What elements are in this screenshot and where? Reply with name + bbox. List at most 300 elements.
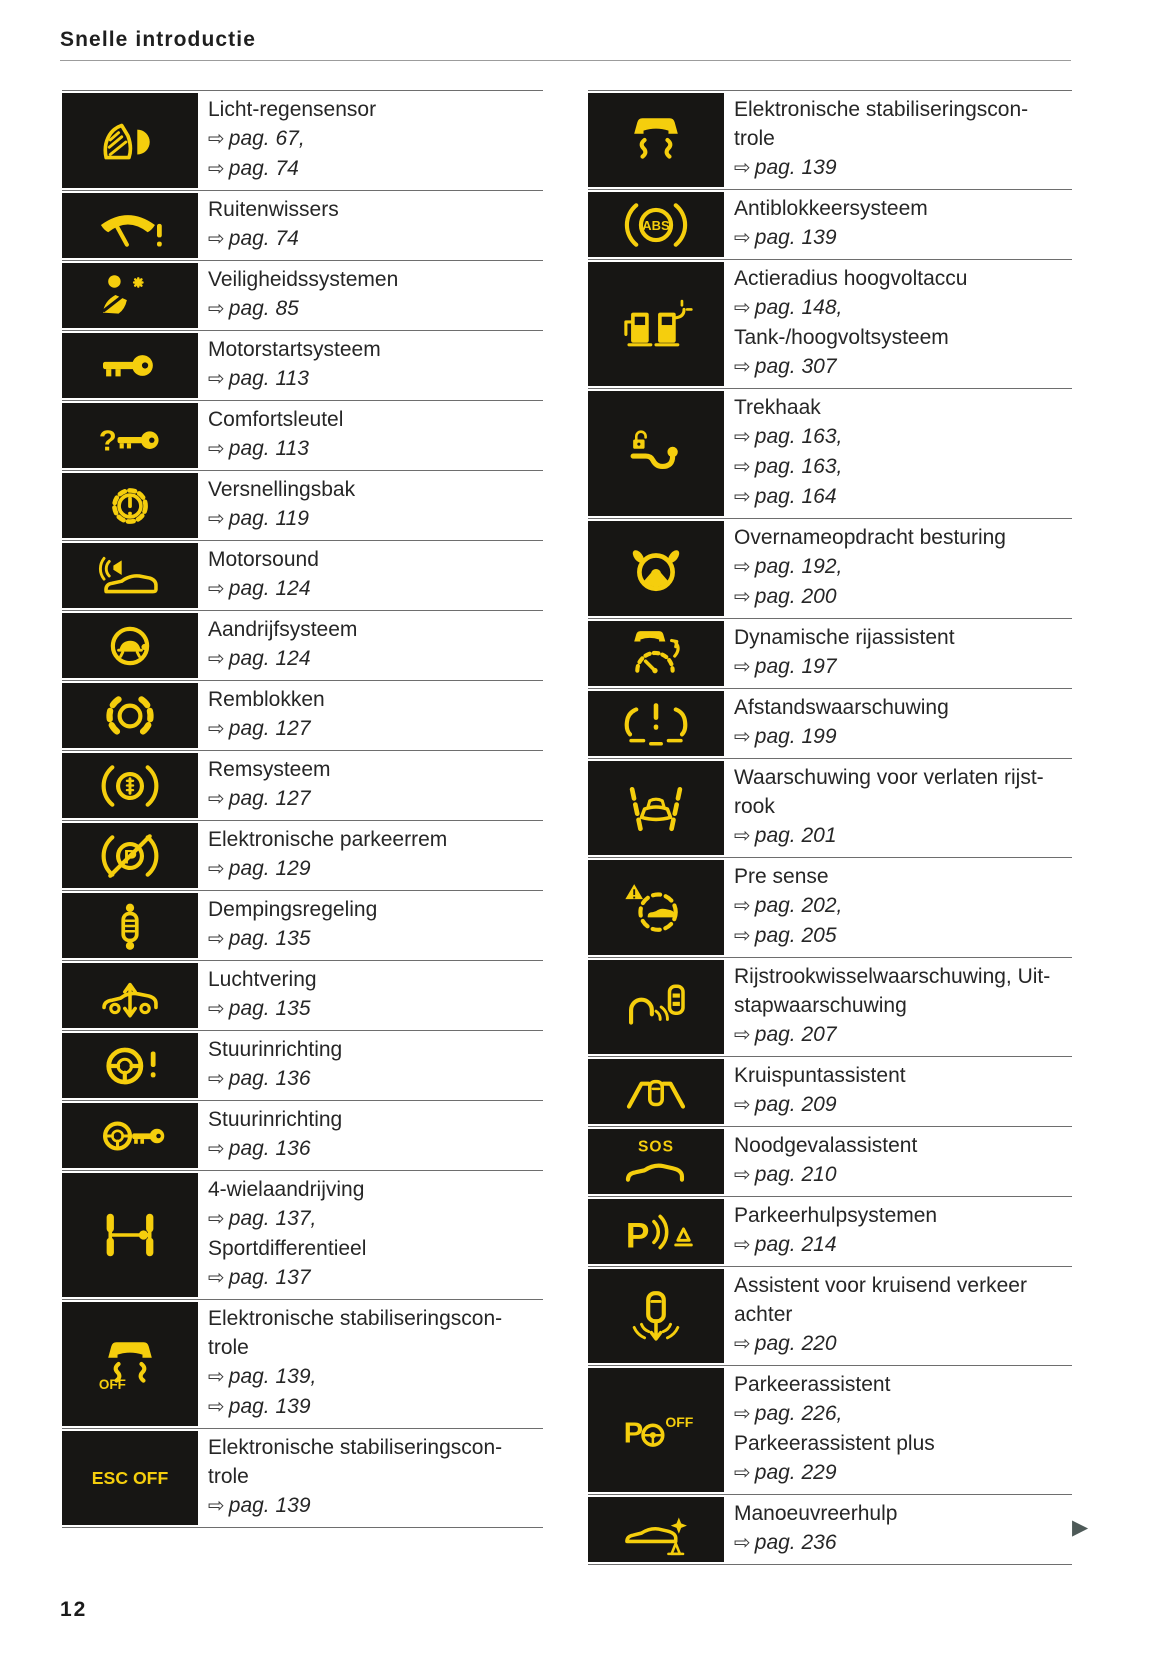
page-reference-text: pag. 192, — [754, 555, 843, 578]
arrow-right-icon: ⇨ — [734, 1094, 751, 1116]
page-reference-text: pag. 139 — [228, 1395, 311, 1418]
motorsound-icon — [92, 549, 168, 603]
table-row — [62, 541, 543, 611]
warning-light-cell — [62, 613, 198, 678]
page-title: Snelle introductie — [60, 28, 256, 51]
feature-title: Ruitenwissers — [208, 198, 339, 221]
feature-title: Motorstartsysteem — [208, 338, 381, 361]
page-reference-text: pag. 200 — [754, 585, 837, 608]
page-reference-text: pag. 207 — [754, 1023, 837, 1046]
description-cell — [198, 401, 543, 470]
page-reference-text: pag. 113 — [228, 367, 309, 390]
four-wheel-drive-icon — [92, 1208, 168, 1262]
warning-lights-table-right — [588, 90, 1072, 1565]
warning-light-cell — [62, 823, 198, 888]
page-reference-text: pag. 307 — [754, 355, 837, 378]
feature-title: Motorsound — [208, 548, 319, 571]
page-reference-text: pag. 136 — [228, 1067, 311, 1090]
warning-light-cell — [62, 403, 198, 468]
page-reference[interactable] — [208, 784, 543, 814]
feature-title: Aandrijfsysteem — [208, 618, 358, 641]
safety-systems-icon — [92, 269, 168, 323]
page-reference[interactable] — [208, 1134, 543, 1164]
description-cell — [198, 331, 543, 400]
page-reference[interactable] — [208, 504, 543, 534]
arrow-right-icon: ⇨ — [208, 508, 225, 530]
arrow-right-icon: ⇨ — [734, 1024, 751, 1046]
table-row — [588, 689, 1072, 759]
page-reference[interactable] — [734, 1090, 1072, 1120]
description-cell — [198, 261, 543, 330]
icon-label: OFF — [665, 1413, 694, 1430]
page-reference[interactable] — [208, 124, 543, 154]
arrow-right-icon: ⇨ — [208, 1068, 225, 1090]
warning-light-cell — [588, 621, 724, 686]
arrow-right-icon: ⇨ — [208, 928, 225, 950]
rear-cross-traffic-icon — [618, 1289, 694, 1343]
list-continues-marker: ▶ — [1072, 1516, 1089, 1539]
parking-assist-off-icon — [618, 1403, 694, 1457]
warning-light-cell — [62, 753, 198, 818]
page-reference[interactable] — [734, 352, 1072, 382]
feature-title: Licht-regensensor — [208, 98, 377, 121]
page-reference-text: pag. 127 — [228, 717, 311, 740]
table-row — [588, 958, 1072, 1057]
feature-title: Sportdifferentieel — [208, 1237, 367, 1260]
feature-title: achter — [734, 1303, 793, 1326]
table-row — [588, 1495, 1072, 1565]
feature-title: Remblokken — [208, 688, 325, 711]
arrow-right-icon: ⇨ — [734, 157, 751, 179]
warning-light-cell — [588, 1129, 724, 1194]
page-reference[interactable] — [734, 821, 1072, 851]
brake-system-icon — [92, 759, 168, 813]
page-reference[interactable] — [208, 714, 543, 744]
arrow-right-icon: ⇨ — [734, 925, 751, 947]
warning-light-cell — [62, 1033, 198, 1098]
warning-light-cell — [588, 93, 724, 187]
description-cell — [724, 759, 1072, 857]
icon-label: ESC OFF — [92, 1468, 168, 1489]
page-reference[interactable] — [734, 223, 1072, 253]
arrow-right-icon: ⇨ — [208, 1267, 225, 1289]
description-cell — [724, 190, 1072, 259]
warning-light-cell — [588, 1497, 724, 1562]
warning-light-cell — [62, 93, 198, 188]
feature-title: Dynamische rijassistent — [734, 626, 955, 649]
icon-label: ? — [98, 425, 117, 458]
table-row — [62, 961, 543, 1031]
table-row — [62, 681, 543, 751]
warning-light-cell — [62, 1302, 198, 1426]
page-reference-text: pag. 135 — [228, 927, 311, 950]
table-row — [62, 471, 543, 541]
table-row — [588, 519, 1072, 619]
feature-title: Veiligheidssystemen — [208, 268, 399, 291]
warning-lights-table-left — [62, 90, 543, 1528]
description-cell — [198, 1171, 543, 1299]
page-reference[interactable] — [734, 921, 1072, 951]
distance-warning-icon — [618, 697, 694, 751]
esc-icon — [618, 113, 694, 167]
page-reference-text: pag. 137 — [228, 1266, 311, 1289]
feature-title: Elektronische stabiliseringscon- — [208, 1436, 503, 1459]
damping-control-icon — [92, 899, 168, 953]
page-reference[interactable] — [734, 1020, 1072, 1050]
icon-label: SOS — [638, 1138, 674, 1156]
feature-title: Assistent voor kruisend verkeer — [734, 1274, 1027, 1297]
arrow-right-icon: ⇨ — [208, 1366, 225, 1388]
page-reference[interactable] — [208, 1263, 543, 1293]
intersection-assist-icon — [618, 1065, 694, 1119]
table-row — [588, 1057, 1072, 1127]
arrow-right-icon: ⇨ — [208, 1396, 225, 1418]
table-row — [62, 821, 543, 891]
feature-title: Parkeerassistent — [734, 1373, 891, 1396]
steering-takeover-icon — [618, 542, 694, 596]
feature-title: stapwaarschuwing — [734, 994, 907, 1017]
page-reference[interactable] — [208, 994, 543, 1024]
page-reference-text: pag. 201 — [754, 824, 837, 847]
esc-off-text-icon — [92, 1451, 168, 1505]
page-reference[interactable] — [734, 722, 1072, 752]
page-reference[interactable] — [208, 854, 543, 884]
arrow-right-icon: ⇨ — [734, 825, 751, 847]
arrow-right-icon: ⇨ — [208, 718, 225, 740]
arrow-right-icon: ⇨ — [734, 356, 751, 378]
feature-title: Stuurinrichting — [208, 1108, 343, 1131]
feature-title: Overnameopdracht besturing — [734, 526, 1006, 549]
arrow-right-icon: ⇨ — [734, 1333, 751, 1355]
description-cell — [724, 260, 1072, 388]
description-cell — [724, 619, 1072, 688]
feature-title: Trekhaak — [734, 396, 821, 419]
description-cell — [198, 191, 543, 260]
description-cell — [724, 519, 1072, 618]
page-reference-text: pag. 202, — [754, 894, 843, 917]
table-row — [588, 1197, 1072, 1267]
warning-light-cell — [588, 262, 724, 386]
page-reference-text: pag. 199 — [754, 725, 837, 748]
arrow-right-icon: ⇨ — [208, 648, 225, 670]
high-voltage-fuel-icon — [618, 297, 694, 351]
feature-title: trole — [734, 127, 775, 150]
feature-title: Rijstrookwisselwaarschuwing, Uit- — [734, 965, 1051, 988]
page-reference[interactable] — [208, 154, 543, 184]
table-row — [62, 331, 543, 401]
warning-light-cell — [588, 691, 724, 756]
arrow-right-icon: ⇨ — [208, 228, 225, 250]
feature-title: 4-wielaandrijving — [208, 1178, 365, 1201]
page-reference[interactable] — [208, 1362, 543, 1392]
warning-light-cell — [588, 391, 724, 516]
table-row — [588, 1267, 1072, 1366]
light-rain-sensor-icon — [92, 114, 168, 168]
arrow-right-icon: ⇨ — [734, 895, 751, 917]
feature-title: Dempingsregeling — [208, 898, 378, 921]
page-reference-text: pag. 124 — [228, 647, 311, 670]
arrow-right-icon: ⇨ — [208, 298, 225, 320]
description-cell — [198, 1300, 543, 1428]
page-reference[interactable] — [734, 293, 1072, 323]
page-reference[interactable] — [734, 1230, 1072, 1260]
page-reference[interactable] — [734, 452, 1072, 482]
abs-icon — [618, 198, 694, 252]
description-cell — [198, 751, 543, 820]
arrow-right-icon: ⇨ — [208, 128, 225, 150]
page-reference-text: pag. 85 — [228, 297, 299, 320]
arrow-right-icon: ⇨ — [734, 1164, 751, 1186]
feature-title: Tank-/hoogvoltsysteem — [734, 326, 949, 349]
page-reference-text: pag. 197 — [754, 655, 837, 678]
page-reference[interactable] — [734, 482, 1072, 512]
table-row — [588, 91, 1072, 190]
description-cell — [724, 1197, 1072, 1266]
table-row — [62, 1171, 543, 1300]
feature-title: Kruispuntassistent — [734, 1064, 906, 1087]
warning-light-cell — [588, 1368, 724, 1492]
table-row — [588, 389, 1072, 519]
windscreen-wipers-icon — [92, 199, 168, 253]
page-reference-text: pag. 205 — [754, 924, 837, 947]
description-cell — [724, 1057, 1072, 1126]
table-row — [588, 619, 1072, 689]
table-row — [62, 1300, 543, 1429]
page-reference-text: pag. 209 — [754, 1093, 837, 1116]
warning-light-cell — [588, 521, 724, 616]
description-cell — [198, 1429, 543, 1527]
steering-key-icon — [92, 1109, 168, 1163]
page-reference[interactable] — [208, 294, 543, 324]
page-reference[interactable] — [734, 422, 1072, 452]
arrow-right-icon: ⇨ — [208, 1495, 225, 1517]
page-reference[interactable] — [734, 652, 1072, 682]
description-cell — [724, 858, 1072, 957]
arrow-right-icon: ⇨ — [208, 858, 225, 880]
table-row — [62, 751, 543, 821]
page-reference[interactable] — [208, 574, 543, 604]
page-reference-text: pag. 74 — [228, 227, 299, 250]
page-reference-text: pag. 129 — [228, 857, 311, 880]
warning-light-cell — [588, 960, 724, 1054]
page-reference[interactable] — [208, 1491, 543, 1521]
warning-light-cell — [588, 192, 724, 257]
page-reference-text: pag. 210 — [754, 1163, 837, 1186]
arrow-right-icon: ⇨ — [208, 788, 225, 810]
page-reference[interactable] — [208, 1204, 543, 1234]
page-reference[interactable] — [208, 1392, 543, 1422]
steering-warning-icon — [92, 1039, 168, 1093]
description-cell — [198, 681, 543, 750]
arrow-right-icon: ⇨ — [734, 456, 751, 478]
icon-label: P — [625, 1216, 650, 1256]
warning-light-cell — [62, 1431, 198, 1525]
icon-label: P — [123, 845, 137, 868]
page-reference-text: pag. 139 — [754, 156, 837, 179]
esc-off-car-icon — [92, 1337, 168, 1391]
page-reference-text: pag. 220 — [754, 1332, 837, 1355]
page-reference[interactable] — [208, 924, 543, 954]
page-reference[interactable] — [208, 224, 543, 254]
page-reference-text: pag. 67, — [228, 127, 305, 150]
table-row — [62, 891, 543, 961]
page-reference-text: pag. 127 — [228, 787, 311, 810]
page-reference[interactable] — [734, 891, 1072, 921]
page-reference[interactable] — [208, 364, 543, 394]
page-number: 12 — [60, 1598, 88, 1621]
page-reference[interactable] — [734, 1160, 1072, 1190]
arrow-right-icon: ⇨ — [208, 1208, 225, 1230]
feature-title: Parkeerhulpsystemen — [734, 1204, 938, 1227]
page-reference-text: pag. 139, — [228, 1365, 317, 1388]
feature-title: Elektronische stabiliseringscon- — [734, 98, 1029, 121]
feature-title: Afstandswaarschuwing — [734, 696, 949, 719]
page-reference-text: pag. 214 — [754, 1233, 837, 1256]
warning-light-cell — [588, 1269, 724, 1363]
page-reference-text: pag. 74 — [228, 157, 299, 180]
arrow-right-icon: ⇨ — [734, 1234, 751, 1256]
description-cell — [198, 961, 543, 1030]
description-cell — [724, 958, 1072, 1056]
description-cell — [724, 689, 1072, 758]
page-reference[interactable] — [208, 644, 543, 674]
page-reference-text: pag. 163, — [754, 425, 843, 448]
description-cell — [724, 389, 1072, 518]
feature-title: trole — [208, 1465, 249, 1488]
engine-start-system-icon — [92, 339, 168, 393]
arrow-right-icon: ⇨ — [734, 726, 751, 748]
warning-light-cell — [62, 543, 198, 608]
maneuver-assist-icon — [618, 1503, 694, 1557]
arrow-right-icon: ⇨ — [208, 998, 225, 1020]
page-reference-text: pag. 139 — [754, 226, 837, 249]
page-reference[interactable] — [208, 1064, 543, 1094]
feature-title: rook — [734, 795, 775, 818]
page-reference[interactable] — [734, 153, 1072, 183]
feature-title: Waarschuwing voor verlaten rijst- — [734, 766, 1044, 789]
page-reference-text: pag. 137, — [228, 1207, 317, 1230]
arrow-right-icon: ⇨ — [734, 426, 751, 448]
page-reference[interactable] — [734, 552, 1072, 582]
description-cell — [724, 1267, 1072, 1365]
feature-title: Manoeuvreerhulp — [734, 1502, 898, 1525]
table-row — [588, 1366, 1072, 1495]
page-reference[interactable] — [208, 434, 543, 464]
page-reference[interactable] — [734, 1458, 1072, 1488]
warning-light-cell — [62, 473, 198, 538]
electronic-parking-brake-icon — [92, 829, 168, 883]
table-row — [588, 1127, 1072, 1197]
arrow-right-icon: ⇨ — [734, 227, 751, 249]
arrow-right-icon: ⇨ — [734, 1403, 751, 1425]
icon-label: OFF — [98, 1376, 126, 1391]
air-suspension-icon — [92, 969, 168, 1023]
arrow-right-icon: ⇨ — [208, 158, 225, 180]
warning-light-cell — [588, 860, 724, 955]
warning-light-cell — [588, 1059, 724, 1124]
header-divider — [60, 60, 1071, 61]
dynamic-drive-assist-icon — [618, 627, 694, 681]
page-reference-text: pag. 148, — [754, 296, 843, 319]
arrow-right-icon: ⇨ — [208, 1138, 225, 1160]
parking-aid-icon — [618, 1205, 694, 1259]
feature-title: Luchtvering — [208, 968, 317, 991]
table-row — [588, 190, 1072, 260]
page-reference-text: pag. 135 — [228, 997, 311, 1020]
feature-title: Versnellingsbak — [208, 478, 356, 501]
brake-pads-icon — [92, 689, 168, 743]
page-reference[interactable] — [734, 1528, 1072, 1558]
page-reference[interactable] — [734, 1329, 1072, 1359]
table-row — [62, 1031, 543, 1101]
warning-light-cell — [588, 1199, 724, 1264]
table-row — [62, 91, 543, 191]
description-cell — [724, 1127, 1072, 1196]
table-row — [62, 1101, 543, 1171]
feature-title: Pre sense — [734, 865, 829, 888]
description-cell — [724, 91, 1072, 189]
description-cell — [198, 471, 543, 540]
arrow-right-icon: ⇨ — [734, 586, 751, 608]
table-row — [588, 858, 1072, 958]
arrow-right-icon: ⇨ — [734, 1462, 751, 1484]
description-cell — [198, 891, 543, 960]
page-reference-text: pag. 164 — [754, 485, 837, 508]
arrow-right-icon: ⇨ — [208, 578, 225, 600]
drive-system-icon — [92, 619, 168, 673]
warning-light-cell — [62, 193, 198, 258]
table-row — [588, 759, 1072, 858]
feature-title: Comfortsleutel — [208, 408, 344, 431]
arrow-right-icon: ⇨ — [734, 1532, 751, 1554]
icon-label: ABS — [642, 217, 670, 233]
warning-light-cell — [62, 263, 198, 328]
feature-title: Parkeerassistent plus — [734, 1432, 935, 1455]
warning-light-cell — [62, 683, 198, 748]
table-row — [62, 611, 543, 681]
pre-sense-icon — [618, 881, 694, 935]
page-reference-text: pag. 163, — [754, 455, 843, 478]
warning-light-cell — [62, 1103, 198, 1168]
lane-departure-warning-icon — [618, 781, 694, 835]
page-reference-text: pag. 119 — [228, 507, 309, 530]
arrow-right-icon: ⇨ — [208, 368, 225, 390]
arrow-right-icon: ⇨ — [208, 438, 225, 460]
warning-light-cell — [62, 963, 198, 1028]
page-reference-text: pag. 136 — [228, 1137, 311, 1160]
feature-title: Elektronische stabiliseringscon- — [208, 1307, 503, 1330]
table-row — [62, 191, 543, 261]
page-reference[interactable] — [734, 582, 1072, 612]
description-cell — [724, 1366, 1072, 1494]
tow-hitch-icon — [618, 427, 694, 481]
arrow-right-icon: ⇨ — [734, 656, 751, 678]
feature-title: trole — [208, 1336, 249, 1359]
comfort-key-icon — [92, 409, 168, 463]
arrow-right-icon: ⇨ — [734, 556, 751, 578]
description-cell — [724, 1495, 1072, 1564]
description-cell — [198, 1101, 543, 1170]
icon-label: P — [623, 1417, 644, 1450]
feature-title: Stuurinrichting — [208, 1038, 343, 1061]
emergency-assist-icon — [618, 1135, 694, 1189]
page-reference[interactable] — [734, 1399, 1072, 1429]
description-cell — [198, 821, 543, 890]
feature-title: Actieradius hoogvoltaccu — [734, 267, 968, 290]
page-reference-text: pag. 236 — [754, 1531, 837, 1554]
table-row — [62, 401, 543, 471]
feature-title: Elektronische parkeerrem — [208, 828, 448, 851]
